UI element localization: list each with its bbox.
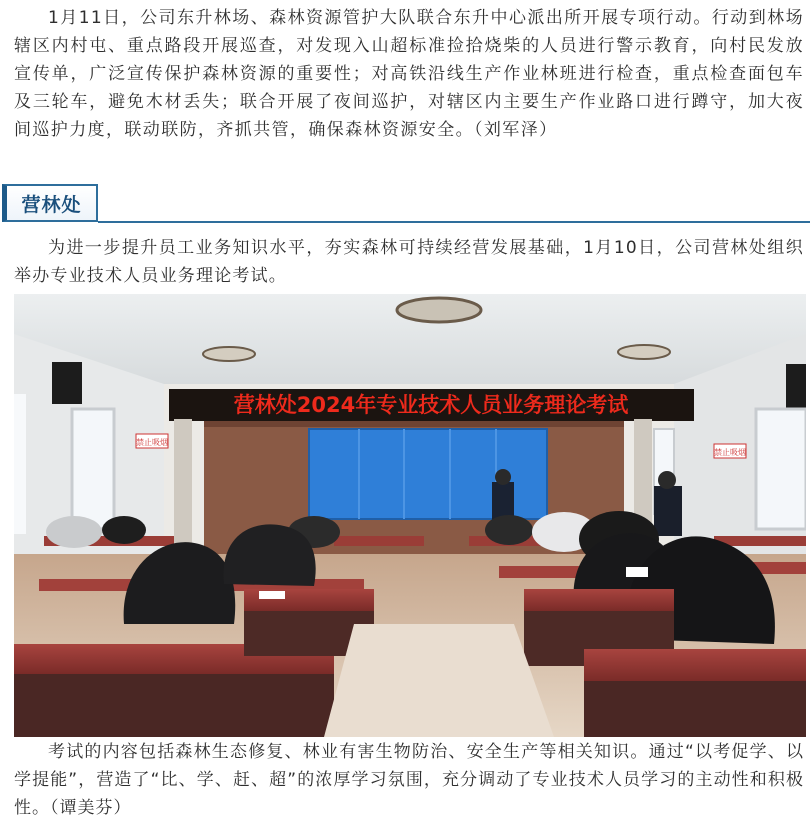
sign-right-text: 禁止吸烟 <box>714 448 746 457</box>
led-banner-text: 营林处2024年专业技术人员业务理论考试 <box>233 393 629 417</box>
paragraph-exam-content: 考试的内容包括森林生态修复、林业有害生物防治、安全生产等相关知识。通过“以考促学、以学提能”，营造了“比、学、赶、超”的浓厚学习氛围，充分调动了专业技术人员学习的主动性和积极性。（谭美芬） <box>14 742 804 818</box>
paragraph-forest-patrol: 1月11日，公司东升林场、森林资源管护大队联合东升中心派出所开展专项行动。行动到林场辖区内村屯、重点路段开展巡查，对发现入山超标准捡拾烧柴的人员进行警示教育，向村民发放宣传单，广泛宣传保护森林资源的重要性；对高铁沿线生产作业林班进行检查，重点检查面包车及三轮车，避免木材丢失；联合开展了夜间巡护，对辖区内主要生产作业路口进行蹲守，加大夜间巡护力度，联动联防，齐抓共管，确保森林资源安全。（刘军泽） <box>14 8 804 140</box>
classroom-scene <box>14 294 806 737</box>
section-tag <box>2 184 98 222</box>
section-header <box>2 184 810 224</box>
exam-classroom-photo <box>14 294 806 737</box>
section-divider <box>98 221 810 223</box>
paragraph-exam-intro: 为进一步提升员工业务知识水平，夯实森林可持续经营发展基础，1月10日，公司营林处组织举办专业技术人员业务理论考试。 <box>14 238 804 286</box>
sign-left-text: 禁止吸烟 <box>136 438 168 447</box>
section-title: 营林处 <box>21 193 82 216</box>
